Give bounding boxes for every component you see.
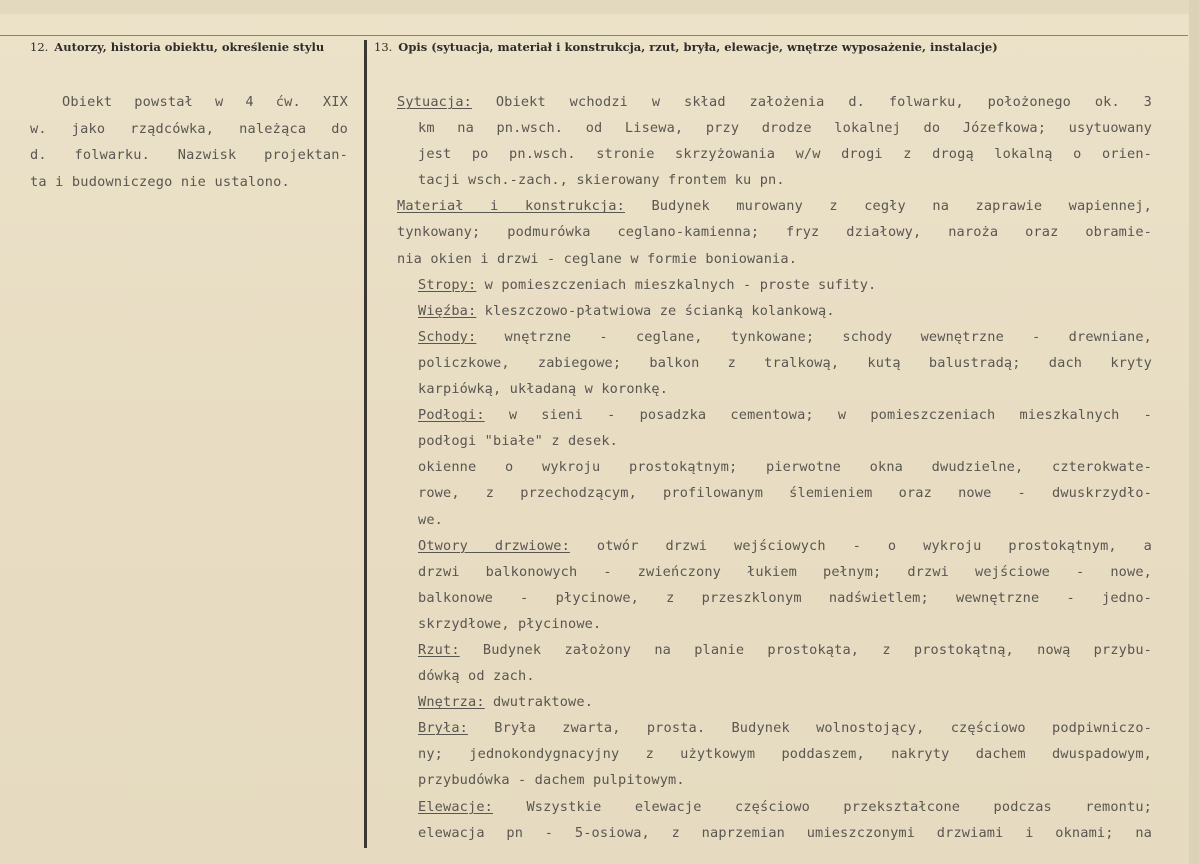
text-line bbox=[397, 663, 1152, 689]
line-text: tynkowany; podmurówka ceglano-kamienna; fryz działowy, naroża oraz obramie- bbox=[397, 224, 1152, 241]
text-line bbox=[397, 559, 1152, 585]
line-text: elewacja pn - 5-osiowa, z naprzemian umieszczonymi drzwiami i oknami; na bbox=[418, 824, 1152, 841]
text-line bbox=[397, 193, 1152, 219]
line-text: policzkowe, zabiegowe; balkon z tralkową, kutą balustradą; dach kryty bbox=[418, 354, 1152, 371]
text-line bbox=[397, 585, 1152, 611]
section-label: Materiał i konstrukcja: bbox=[397, 198, 625, 215]
line-text: ny; jednokondygnacyjny z użytkowym poddaszem, nakryty dachem dwuspadowym, bbox=[418, 746, 1152, 763]
description-text bbox=[397, 89, 1152, 846]
text-line bbox=[397, 141, 1152, 167]
text-line bbox=[397, 219, 1152, 245]
text-line bbox=[397, 611, 1152, 637]
text-line: ta i budowniczego nie ustalono. bbox=[30, 173, 290, 190]
line-text: balkonowe - płycinowe, z przeszklonym nadświetlem; wewnętrzne - jedno- bbox=[418, 589, 1152, 606]
section-13-title: Opis (sytuacja, materiał i konstrukcja, rzut, bryła, elewacje, wnętrze wyposażenie, instalacje) bbox=[398, 40, 998, 54]
column-divider bbox=[364, 40, 367, 848]
section-12-header bbox=[30, 40, 324, 54]
text-line bbox=[397, 376, 1152, 402]
text-line bbox=[397, 533, 1152, 559]
section-12-number: 12. bbox=[30, 40, 49, 54]
text-line bbox=[397, 767, 1152, 793]
text-line bbox=[397, 89, 1152, 115]
section-label: Bryła: bbox=[418, 720, 469, 737]
line-text: dwutraktowe. bbox=[484, 694, 594, 711]
scan-edge-top bbox=[0, 0, 1199, 14]
section-label: Więźba: bbox=[418, 302, 477, 319]
line-text: Budynek murowany z cegły na zaprawie wapiennej, bbox=[624, 198, 1152, 215]
section-label: Elewacje: bbox=[418, 798, 494, 815]
text-line bbox=[397, 454, 1152, 480]
text-line bbox=[397, 402, 1152, 428]
text-line bbox=[397, 820, 1152, 846]
section-label: Otwory drzwiowe: bbox=[418, 537, 570, 554]
line-text: we. bbox=[418, 511, 444, 528]
line-text: przybudówka - dachem pulpitowym. bbox=[418, 772, 685, 789]
text-line bbox=[397, 350, 1152, 376]
line-text: tacji wsch.-zach., skierowany frontem ku pn. bbox=[418, 172, 785, 189]
line-text: jest po pn.wsch. stronie skrzyżowania w/w drogi z drogą lokalną o orien- bbox=[418, 146, 1152, 163]
text-line bbox=[397, 167, 1152, 193]
line-text: Obiekt wchodzi w skład założenia d. folwarku, położonego ok. 3 bbox=[472, 94, 1152, 110]
line-text: w pomieszczeniach mieszkalnych - proste sufity. bbox=[476, 276, 877, 293]
authors-history-text bbox=[30, 89, 348, 195]
text-line bbox=[397, 246, 1152, 272]
line-text: Bryła zwarta, prosta. Budynek wolnostojący, częściowo podpiwniczo- bbox=[468, 720, 1152, 737]
line-text: drzwi balkonowych - zwieńczony łukiem pełnym; drzwi wejściowe - nowe, bbox=[418, 563, 1152, 580]
header-rule bbox=[0, 35, 1188, 36]
text-line bbox=[397, 637, 1152, 663]
section-12-title: Autorzy, historia obiektu, określenie stylu bbox=[54, 40, 325, 54]
line-text: otwór drzwi wejściowych - o wykroju prostokątnym, a bbox=[569, 537, 1152, 554]
text-line bbox=[397, 794, 1152, 820]
section-13-header bbox=[374, 40, 998, 54]
section-label: Rzut: bbox=[418, 641, 460, 658]
text-line: w. jako rządcówka, należąca do bbox=[30, 120, 348, 137]
text-line bbox=[397, 272, 1152, 298]
line-text: dówką od zach. bbox=[418, 668, 535, 685]
section-label: Podłogi: bbox=[418, 407, 485, 424]
text-line bbox=[397, 324, 1152, 350]
line-text: kleszczowo-płatwiowa ze ścianką kolankową. bbox=[476, 302, 835, 319]
text-line: d. folwarku. Nazwisk projektan- bbox=[30, 147, 348, 163]
section-label: Stropy: bbox=[418, 276, 477, 293]
section-label: Sytuacja: bbox=[397, 94, 473, 110]
line-text: wnętrzne - ceglane, tynkowane; schody wewnętrzne - drewniane, bbox=[476, 328, 1152, 345]
text-line bbox=[397, 480, 1152, 506]
line-text: okienne o wykroju prostokątnym; pierwotne okna dwudzielne, czterokwate- bbox=[418, 459, 1152, 476]
line-text: podłogi "białe" z desek. bbox=[418, 433, 619, 450]
section-label: Wnętrza: bbox=[418, 694, 485, 711]
section-label: Schody: bbox=[418, 328, 477, 345]
text-line bbox=[397, 689, 1152, 715]
text-line bbox=[397, 428, 1152, 454]
line-text: Wszystkie elewacje częściowo przekształcone podczas remontu; bbox=[493, 798, 1152, 815]
line-text: w sieni - posadzka cementowa; w pomieszczeniach mieszkalnych - bbox=[484, 407, 1152, 424]
line-text: skrzydłowe, płycinowe. bbox=[418, 615, 602, 632]
section-13-number: 13. bbox=[374, 40, 393, 54]
line-text: km na pn.wsch. od Lisewa, przy drodze lokalnej do Józefkowa; usytuowany bbox=[418, 120, 1152, 137]
line-text: nia okien i drzwi - ceglane w formie boniowania. bbox=[397, 250, 798, 267]
scan-edge-right bbox=[1189, 0, 1199, 864]
text-line bbox=[397, 715, 1152, 741]
text-line bbox=[397, 298, 1152, 324]
text-line bbox=[397, 507, 1152, 533]
text-line: Obiekt powstał w 4 ćw. XIX bbox=[62, 94, 348, 110]
text-line bbox=[397, 741, 1152, 767]
text-line bbox=[397, 115, 1152, 141]
line-text: rowe, z przechodzącym, profilowanym ślemieniem oraz nowe - dwuskrzydło- bbox=[418, 485, 1152, 502]
line-text: Budynek założony na planie prostokąta, z prostokątną, nową przybu- bbox=[459, 641, 1152, 658]
line-text: karpiówką, układaną w koronkę. bbox=[418, 381, 669, 398]
